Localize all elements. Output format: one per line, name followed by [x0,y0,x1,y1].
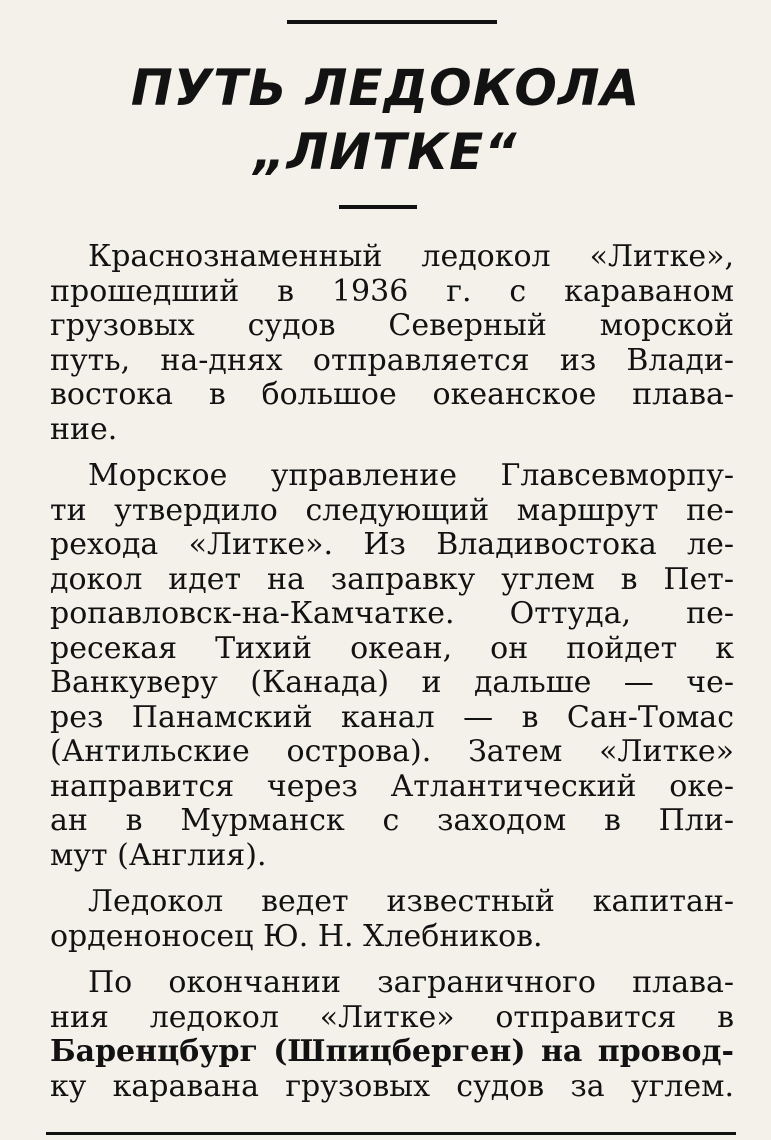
paragraph-1 [50,240,734,447]
text-line: ан в Мурманск с заходом в Пли- [50,804,734,838]
text-line: По окончании заграничного плава- [88,966,734,1000]
text-line: рез Панамский канал — в Сан-Томас [50,700,734,735]
text-line: ния ледокол «Литке» отправится в [50,1000,734,1035]
text-line: грузовых судов Северный морской [50,309,734,343]
headline-divider [339,205,417,209]
text-line: Ледокол ведет известный капитан- [88,885,734,919]
text-line: докол идет на заправку углем в Пет- [50,562,734,597]
text-line: Краснознаменный ледокол «Литке», [88,240,734,274]
text-line: ропавловск-на-Камчатке. Оттуда, пе- [50,597,734,631]
text-line: орденоносец Ю. Н. Хлебников. [50,919,543,954]
text-line: Морское управление Главсевморпу- [88,459,734,493]
top-divider [287,20,497,24]
text-line: ние. [50,412,118,447]
text-line: путь, на-днях отправляется из Влади- [50,343,734,378]
text-line: Ванкуверу (Канада) и дальше — че- [50,666,734,700]
bottom-divider [46,1132,736,1135]
text-line: ти утвердило следующий маршрут пе- [50,493,734,528]
text-line: (Антильские острова). Затем «Литке» [50,735,734,769]
text-line: направится через Атлантический оке- [50,769,734,804]
text-line: востока в большое океанское плава- [50,378,734,412]
text-line: прошедший в 1936 г. с караваном [50,274,734,309]
paragraph-2 [50,459,734,873]
text-line: рехода «Литке». Из Владивостока ле- [50,528,734,562]
text-line: Баренцбург (Шпицберген) на провод- [50,1035,734,1069]
paragraph-3 [50,885,734,954]
article-body [50,240,734,1116]
text-line: ку каравана грузовых судов за углем. [50,1069,734,1104]
text-line: ресекая Тихий океан, он пойдет к [50,631,734,666]
headline-line-1: ПУТЬ ЛЕДОКОЛА [130,59,641,117]
headline-line-2: „ЛИТКЕ“ [253,123,518,181]
text-line: мут (Англия). [50,838,267,873]
paragraph-4 [50,966,734,1104]
